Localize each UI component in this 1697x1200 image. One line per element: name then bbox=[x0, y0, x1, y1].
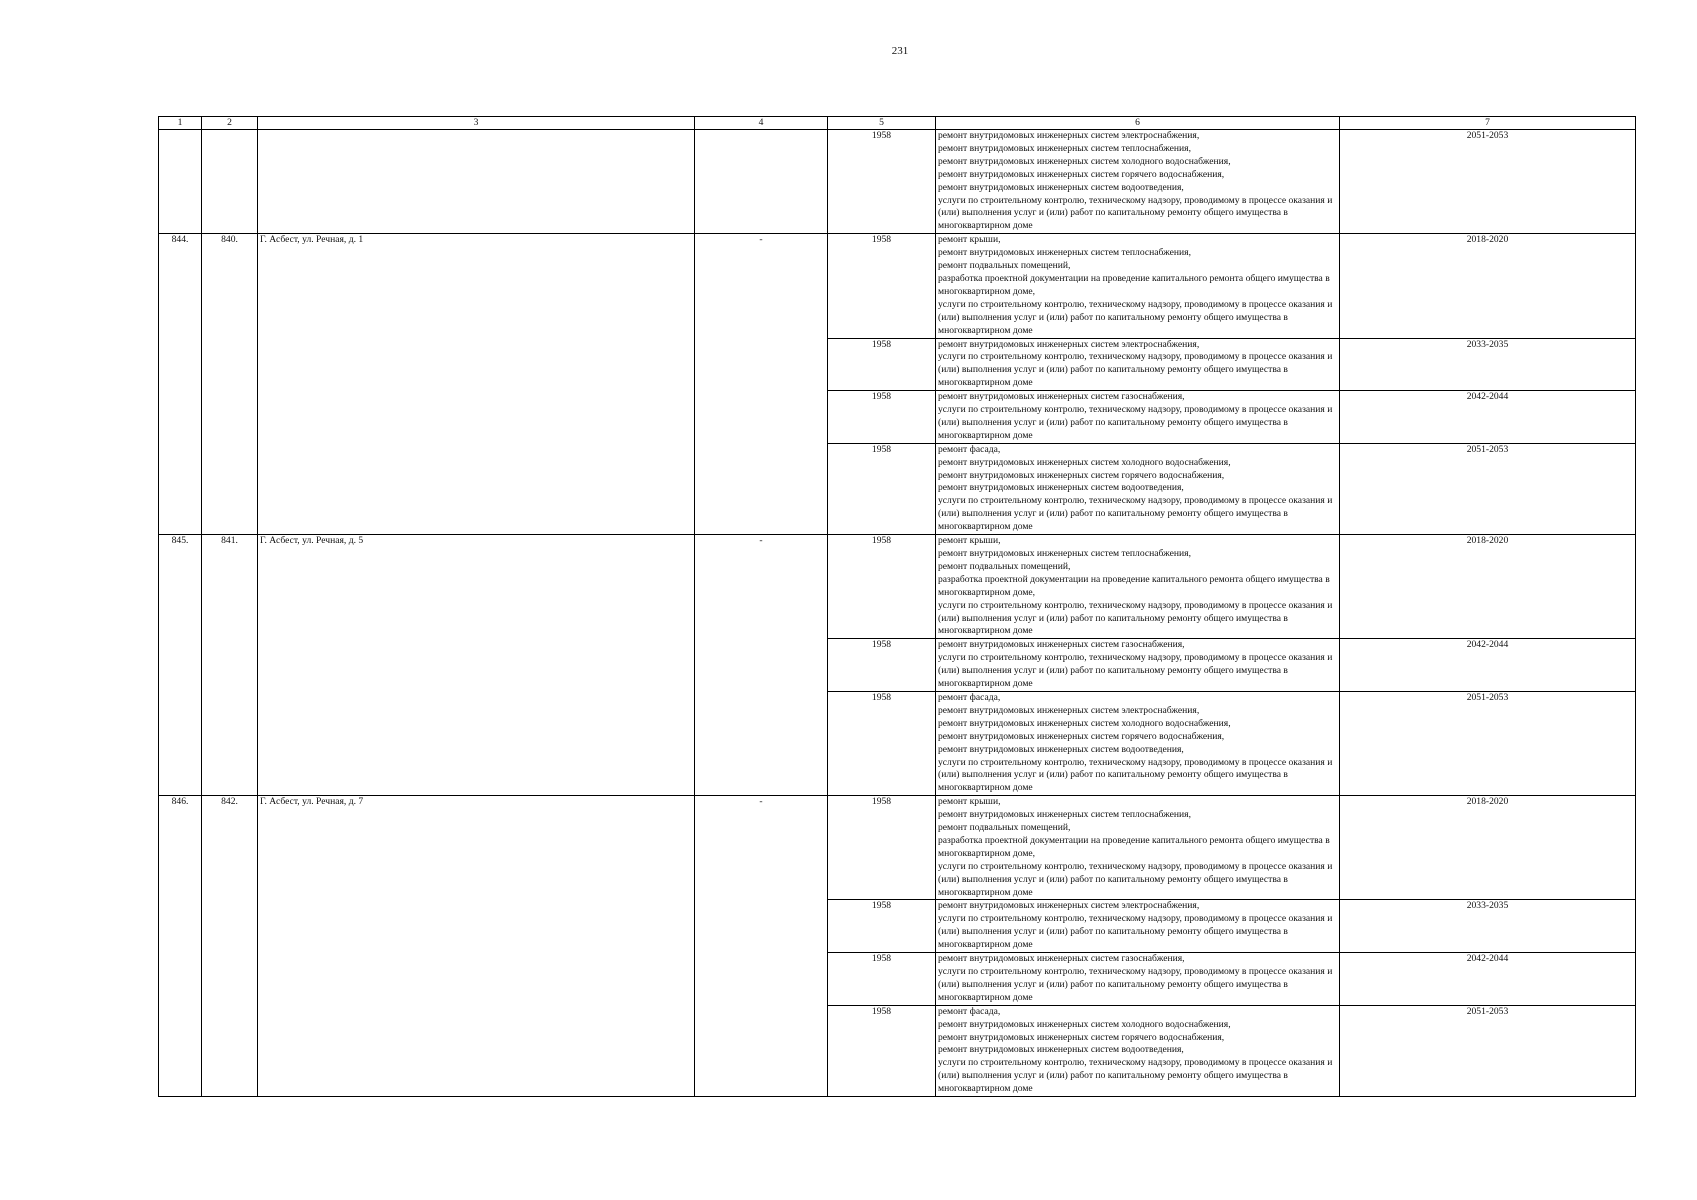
column-header: 5 bbox=[828, 117, 936, 130]
period-cell: 2051-2053 bbox=[1340, 1005, 1636, 1096]
year-cell: 1958 bbox=[828, 535, 936, 639]
mark-cell: - bbox=[695, 535, 828, 796]
year-cell: 1958 bbox=[828, 391, 936, 444]
period-cell: 2033-2035 bbox=[1340, 900, 1636, 953]
row-number-cell: 844. bbox=[159, 234, 202, 535]
works-cell: ремонт внутридомовых инженерных систем электроснабжения, ремонт внутридомовых инженерных систем теплоснабжения, ремонт внутридомовых инженерных систем холодного водоснабжения, ремонт внутридомовых инженерных систем горячего водоснабжения, ремонт внутридомовых инженерных систем водоотведения, услуги по строительному контролю, техническому надзору, проводимому в процессе оказания и (или) выполнения услуг и (или) работ по капитальному ремонту общего имущества в многоквартирном доме bbox=[936, 130, 1340, 234]
building-code-cell: 840. bbox=[202, 234, 258, 535]
building-code-cell: 841. bbox=[202, 535, 258, 796]
table-row bbox=[159, 796, 1636, 900]
column-header: 3 bbox=[258, 117, 695, 130]
period-cell: 2051-2053 bbox=[1340, 443, 1636, 534]
period-cell: 2018-2020 bbox=[1340, 796, 1636, 900]
year-cell: 1958 bbox=[828, 900, 936, 953]
table-row bbox=[159, 234, 1636, 338]
period-cell: 2018-2020 bbox=[1340, 535, 1636, 639]
column-header: 1 bbox=[159, 117, 202, 130]
year-cell: 1958 bbox=[828, 639, 936, 692]
row-number-cell: 846. bbox=[159, 796, 202, 1097]
empty-cell bbox=[695, 130, 828, 234]
empty-cell bbox=[258, 130, 695, 234]
page-number: 231 bbox=[891, 45, 909, 57]
address-cell: Г. Асбест, ул. Речная, д. 5 bbox=[258, 535, 695, 796]
works-cell: ремонт крыши, ремонт внутридомовых инженерных систем теплоснабжения, ремонт подвальных помещений, разработка проектной документации на проведение капитального ремонта общего имущества в многоквартирном доме, услуги по строительному контролю, техническому надзору, проводимому в процессе оказания и (или) выполнения услуг и (или) работ по капитальному ремонту общего имущества в многоквартирном доме bbox=[936, 234, 1340, 338]
works-cell: ремонт внутридомовых инженерных систем газоснабжения, услуги по строительному контролю, техническому надзору, проводимому в процессе оказания и (или) выполнения услуг и (или) работ по капитальному ремонту общего имущества в многоквартирном доме bbox=[936, 639, 1340, 692]
works-cell: ремонт внутридомовых инженерных систем электроснабжения, услуги по строительному контролю, техническому надзору, проводимому в процессе оказания и (или) выполнения услуг и (или) работ по капитальному ремонту общего имущества в многоквартирном доме bbox=[936, 338, 1340, 391]
empty-cell bbox=[159, 130, 202, 234]
address-cell: Г. Асбест, ул. Речная, д. 7 bbox=[258, 796, 695, 1097]
works-cell: ремонт крыши, ремонт внутридомовых инженерных систем теплоснабжения, ремонт подвальных помещений, разработка проектной документации на проведение капитального ремонта общего имущества в многоквартирном доме, услуги по строительному контролю, техническому надзору, проводимому в процессе оказания и (или) выполнения услуг и (или) работ по капитальному ремонту общего имущества в многоквартирном доме bbox=[936, 535, 1340, 639]
row-number-cell: 845. bbox=[159, 535, 202, 796]
column-header: 4 bbox=[695, 117, 828, 130]
table-row bbox=[159, 130, 1636, 234]
address-cell: Г. Асбест, ул. Речная, д. 1 bbox=[258, 234, 695, 535]
mark-cell: - bbox=[695, 796, 828, 1097]
year-cell: 1958 bbox=[828, 234, 936, 338]
period-cell: 2042-2044 bbox=[1340, 639, 1636, 692]
works-cell: ремонт крыши, ремонт внутридомовых инженерных систем теплоснабжения, ремонт подвальных помещений, разработка проектной документации на проведение капитального ремонта общего имущества в многоквартирном доме, услуги по строительному контролю, техническому надзору, проводимому в процессе оказания и (или) выполнения услуг и (или) работ по капитальному ремонту общего имущества в многоквартирном доме bbox=[936, 796, 1340, 900]
works-cell: ремонт фасада, ремонт внутридомовых инженерных систем холодного водоснабжения, ремонт внутридомовых инженерных систем горячего водоснабжения, ремонт внутридомовых инженерных систем водоотведения, услуги по строительному контролю, техническому надзору, проводимому в процессе оказания и (или) выполнения услуг и (или) работ по капитальному ремонту общего имущества в многоквартирном доме bbox=[936, 443, 1340, 534]
year-cell: 1958 bbox=[828, 953, 936, 1006]
year-cell: 1958 bbox=[828, 1005, 936, 1096]
year-cell: 1958 bbox=[828, 796, 936, 900]
year-cell: 1958 bbox=[828, 338, 936, 391]
column-header: 7 bbox=[1340, 117, 1636, 130]
year-cell: 1958 bbox=[828, 443, 936, 534]
period-cell: 2051-2053 bbox=[1340, 130, 1636, 234]
works-cell: ремонт фасада, ремонт внутридомовых инженерных систем холодного водоснабжения, ремонт внутридомовых инженерных систем горячего водоснабжения, ремонт внутридомовых инженерных систем водоотведения, услуги по строительному контролю, техническому надзору, проводимому в процессе оказания и (или) выполнения услуг и (или) работ по капитальному ремонту общего имущества в многоквартирном доме bbox=[936, 1005, 1340, 1096]
capital-repair-table bbox=[158, 116, 1636, 1097]
period-cell: 2051-2053 bbox=[1340, 691, 1636, 795]
works-cell: ремонт внутридомовых инженерных систем газоснабжения, услуги по строительному контролю, техническому надзору, проводимому в процессе оказания и (или) выполнения услуг и (или) работ по капитальному ремонту общего имущества в многоквартирном доме bbox=[936, 953, 1340, 1006]
period-cell: 2033-2035 bbox=[1340, 338, 1636, 391]
works-cell: ремонт внутридомовых инженерных систем газоснабжения, услуги по строительному контролю, техническому надзору, проводимому в процессе оказания и (или) выполнения услуг и (или) работ по капитальному ремонту общего имущества в многоквартирном доме bbox=[936, 391, 1340, 444]
year-cell: 1958 bbox=[828, 130, 936, 234]
column-header: 2 bbox=[202, 117, 258, 130]
period-cell: 2042-2044 bbox=[1340, 953, 1636, 1006]
period-cell: 2018-2020 bbox=[1340, 234, 1636, 338]
column-header: 6 bbox=[936, 117, 1340, 130]
building-code-cell: 842. bbox=[202, 796, 258, 1097]
year-cell: 1958 bbox=[828, 691, 936, 795]
column-number-row bbox=[159, 117, 1636, 130]
empty-cell bbox=[202, 130, 258, 234]
period-cell: 2042-2044 bbox=[1340, 391, 1636, 444]
works-cell: ремонт фасада, ремонт внутридомовых инженерных систем электроснабжения, ремонт внутридомовых инженерных систем холодного водоснабжения, ремонт внутридомовых инженерных систем горячего водоснабжения, ремонт внутридомовых инженерных систем водоотведения, услуги по строительному контролю, техническому надзору, проводимому в процессе оказания и (или) выполнения услуг и (или) работ по капитальному ремонту общего имущества в многоквартирном доме bbox=[936, 691, 1340, 795]
table-row bbox=[159, 535, 1636, 639]
works-cell: ремонт внутридомовых инженерных систем электроснабжения, услуги по строительному контролю, техническому надзору, проводимому в процессе оказания и (или) выполнения услуг и (или) работ по капитальному ремонту общего имущества в многоквартирном доме bbox=[936, 900, 1340, 953]
mark-cell: - bbox=[695, 234, 828, 535]
